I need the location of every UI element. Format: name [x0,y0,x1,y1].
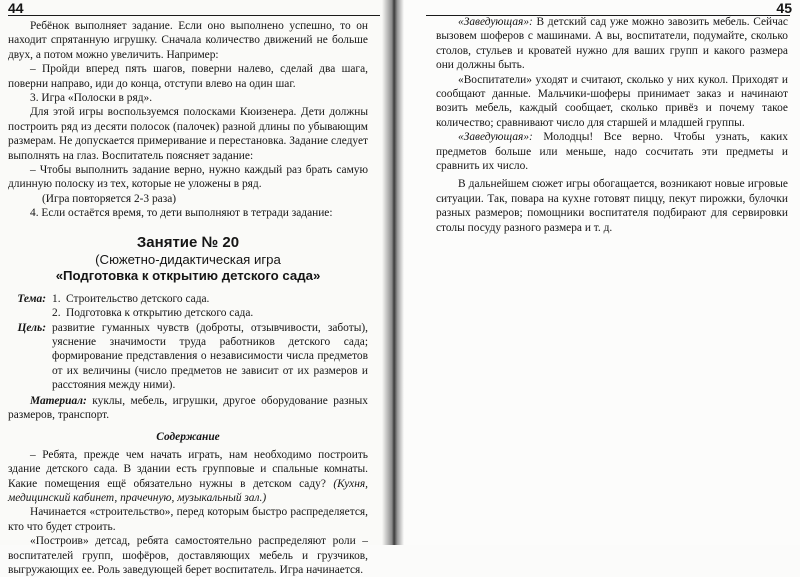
left-page [0,0,392,576]
game-heading: 3. Игра «Полоски в ряд». [30,92,153,105]
lesson-subtitle: «Подготовка к открытию детского сада» [55,268,321,284]
right-page-text [436,15,788,235]
paragraph: 4. Если остаётся время, то дети выполняют в тетради задание: [30,207,333,220]
content-heading: Содержание [156,431,220,444]
paragraph: В дальнейшем сюжет игры обогащается, возникают новые игровые ситуации. Так, повара на кухне готовят пиццу, пекут пирожки, булочки разных размеров; помощники воспитателя подбирают для сервировки столы посуду разного размера и т. д. [436,178,788,234]
paragraph: Ребёнок выполняет задание. Если оно выполнено успешно, то он находит спрятанную игрушку. Сначала количество движений не больше двух, а потом можно увеличить. Например: [8,20,368,61]
paragraph: «Заведующая»: В детский сад уже можно завозить мебель. Сейчас вызовем шоферов с машинами. А вы, воспитатели, подумайте, сколько столов, стульев и кроватей нужно для ваших групп и какого размера они должны быть. [436,16,788,72]
list-item: 1. Строительство детского сада. [52,292,210,305]
paragraph: – Пройди вперед пять шагов, поверни налево, сделай два шага, поверни направо, иди до конца, отступи влево на один шаг. [8,63,368,90]
goal-block [8,321,368,393]
left-page-text [8,19,368,577]
page-number-right: 45 [776,0,792,16]
book-spine-gutter [382,0,404,545]
paragraph: Начинается «строительство», перед которым быстро распределяется, кто что будет строить. [8,506,368,533]
lesson-title: Занятие № 20 [136,233,240,251]
right-page [392,0,800,545]
theme-label: Тема: [17,292,46,305]
lesson-subtitle: (Сюжетно-дидактическая игра [95,251,281,267]
paragraph: Для этой игры воспользуемся полосками Кюизенера. Дети должны построить ряд из десяти полосок (палочек) разной длины по убывающим размерам. Не допускается примеривание и перестановка. Задание следует выполнять на глаз. Воспитатель поясняет задание: [8,106,368,162]
list-item: 2. Подготовка к открытию детского сада. [52,307,254,320]
paragraph: «Воспитатели» уходят и считают, сколько у них кукол. Приходят и сообщают данные. Мальчики-шоферы принимает заказ и начинают возить мебель, каждый сообщает, сколько привёз и почему такое количество; сравнивают число для старшей и младшей группы. [436,73,788,129]
goal-text: развитие гуманных чувств (доброты, отзывчивости, заботы), уяснение значимости труда работников детского сада; формирование представления о независимости числа предметов от их величины (число предметов не зависит от их размеров и расстояния между ними). [52,321,368,392]
paragraph: (Игра повторяется 2-3 раза) [42,192,177,205]
page-number-left: 44 [8,0,24,16]
header-rule-left [8,15,380,16]
goal-label: Цель: [17,321,46,334]
paragraph: – Чтобы выполнить задание верно, нужно каждый раз брать самую длинную полоску из тех, которые не уложены в ряд. [8,164,368,191]
material-text: куклы, мебель, игрушки, другое оборудование разных размеров, транспорт. [8,394,368,421]
paragraph: – Ребята, прежде чем начать играть, нам необходимо построить здание детского сада. В здании есть групповые и спальные комнаты. Какие помещения ещё обязательно нужны в детском саду? (Кухня, медицинский кабинет, прачечную, музыкальный зал.) [8,448,368,504]
paragraph: «Построив» детсад, ребята самостоятельно распределяют роли – воспитателей групп, шофёров, доставляющих мебель и грузчиков, выгружающих ее. Роль заведующей берет воспитатель. Игра начинается. [8,535,368,576]
material-label: Материал: [30,394,87,407]
material-paragraph [8,394,368,423]
paragraph: «Заведующая»: Молодцы! Все верно. Чтобы узнать, каких предметов больше или меньше, надо сосчитать эти предметы и сравнить их число. [436,131,788,173]
theme-block [8,292,368,321]
